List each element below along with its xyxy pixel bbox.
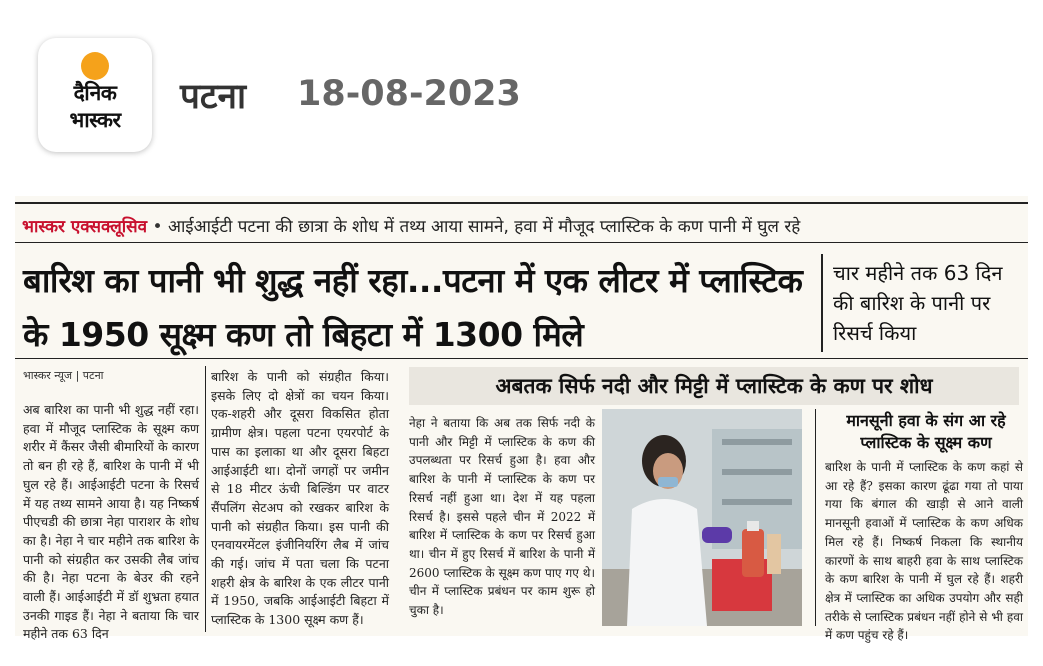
edition-date: 18-08-2023 <box>297 74 521 114</box>
dainik-bhaskar-logo <box>38 38 152 152</box>
subhead-banner: अबतक सिर्फ नदी और मिट्टी में प्लास्टिक के कण पर शोध <box>409 367 1019 405</box>
kicker-line: भास्कर एक्सक्लूसिव • आईआईटी पटना की छात्रा के शोध में तथ्य आया सामने, हवा में मौजूद प्लास्टिक के कण पानी में घुल रहे <box>22 217 801 237</box>
byline: भास्कर न्यूज | पटना <box>23 369 104 382</box>
newspaper-clipping <box>15 196 1028 643</box>
kicker-rule <box>15 242 1028 243</box>
logo-text-line2: भास्कर <box>69 108 121 132</box>
article-column-3: नेहा ने बताया कि अब तक सिर्फ नदी के पानी और मिट्टी में प्लास्टिक के कण की उपलब्धता पर रिसर्च हुआ है। हवा और बारिश के पानी में प्लास्टिक के कण पर रिसर्च नहीं हुआ था। देश में यह पहला रिसर्च है। इससे पहले चीन में 2022 में बारिश में प्लास्टिक के कण पर रिसर्च हुआ था। चीन में हुए रिसर्च में बारिश के पानी में 2600 प्लास्टिक के सूक्ष्म कण पाए गए थे। चीन में प्लास्टिक प्रबंधन पर काम शुरू हो चुका है। <box>409 416 595 618</box>
column-divider <box>205 366 206 632</box>
top-rule <box>15 202 1028 204</box>
logo-text-line1: दैनिक <box>73 81 117 105</box>
headline-rule <box>15 358 1028 359</box>
article-column-4: बारिश के पानी में प्लास्टिक के कण कहां से आ रहे हैं? इसका कारण ढूंढा गया तो पाया गया कि बंगाल की खाड़ी से आने वाली मानसूनी हवाओं में प्लास्टिक के कण अधिक मिल रहे हैं। निष्कर्ष निकला कि स्थानीय कारणों के साथ बाहरी हवा के साथ प्लास्टिक के कण बारिश के पानी में घुल रहे हैं। शहरी क्षेत्र में प्लास्टिक का अधिक उपयोग और सही तरीके से प्लास्टिक प्रबंधन नहीं होने से भी हवा में कण पहुंच रहे हैं। <box>825 460 1023 643</box>
sidebox-text: चार महीने तक 63 दिन की बारिश के पानी पर रिसर्च किया <box>833 261 1003 345</box>
sun-icon <box>81 52 109 80</box>
right-column-divider <box>815 409 816 626</box>
lab-researcher-photo <box>602 409 802 626</box>
kicker-text: आईआईटी पटना की छात्रा के शोध में तथ्य आया सामने, हवा में मौजूद प्लास्टिक के कण पानी में घुल रहे <box>167 217 801 237</box>
edition-city: पटना <box>180 77 247 117</box>
headline: बारिश का पानी भी शुद्ध नहीं रहा...पटना में एक लीटर में प्लास्टिक के 1950 सूक्ष्म कण तो बिहटा में 1300 मिले <box>23 261 803 354</box>
kicker-brand: भास्कर एक्सक्लूसिव <box>22 217 148 237</box>
article-column-1: अब बारिश का पानी भी शुद्ध नहीं रहा। हवा में मौजूद प्लास्टिक के सूक्ष्म कण शरीर में कैंसर जैसी बीमारियों के कारण तो बन ही रहे हैं, बारिश के पानी में भी घुल रहे हैं। आईआईटी पटना के रिसर्च में यह तथ्य सामने आया है। यह निष्कर्ष पीएचडी की छात्रा नेहा पाराशर के शोध का है। नेहा ने चार महीने तक बारिश के पानी को संग्रहीत कर उसकी लैब जांच की है। नेहा पटना के बेउर की रहने वाली हैं। आईआईटी में डॉ शुभ्रता हयात उनकी गाइड हैं। नेहा ने बताया कि चार महीने तक 63 दिन <box>23 402 199 642</box>
article-column-2: बारिश के पानी को संग्रहीत किया। इसके लिए दो क्षेत्रों का चयन किया। एक-शहरी और दूसरा विकसित होता ग्रामीण क्षेत्र। पहला पटना एयरपोर्ट के पास का इलाका था और दूसरा बिहटा आईआईटी था। दोनों जगहों पर जमीन से 18 मीटर ऊंची बिल्डिंग पर वाटर सैंपलिंग सेटअप को रखकर बारिश के पानी को संग्रहीत किया। इस पानी की एनवायरमेंटल इंजीनियरिंग लैब में जांच की गई। जांच में पता चला कि पटना शहरी क्षेत्र के बारिश के एक लीटर पानी में 1950, जबकि आईआईटी बिहटा में प्लास्टिक के 1300 सूक्ष्म कण हैं। <box>211 369 389 628</box>
right-column-heading: मानसूनी हवा के संग आ रहे प्लास्टिक के सूक्ष्म कण <box>846 411 1006 452</box>
headline-divider <box>821 254 823 352</box>
